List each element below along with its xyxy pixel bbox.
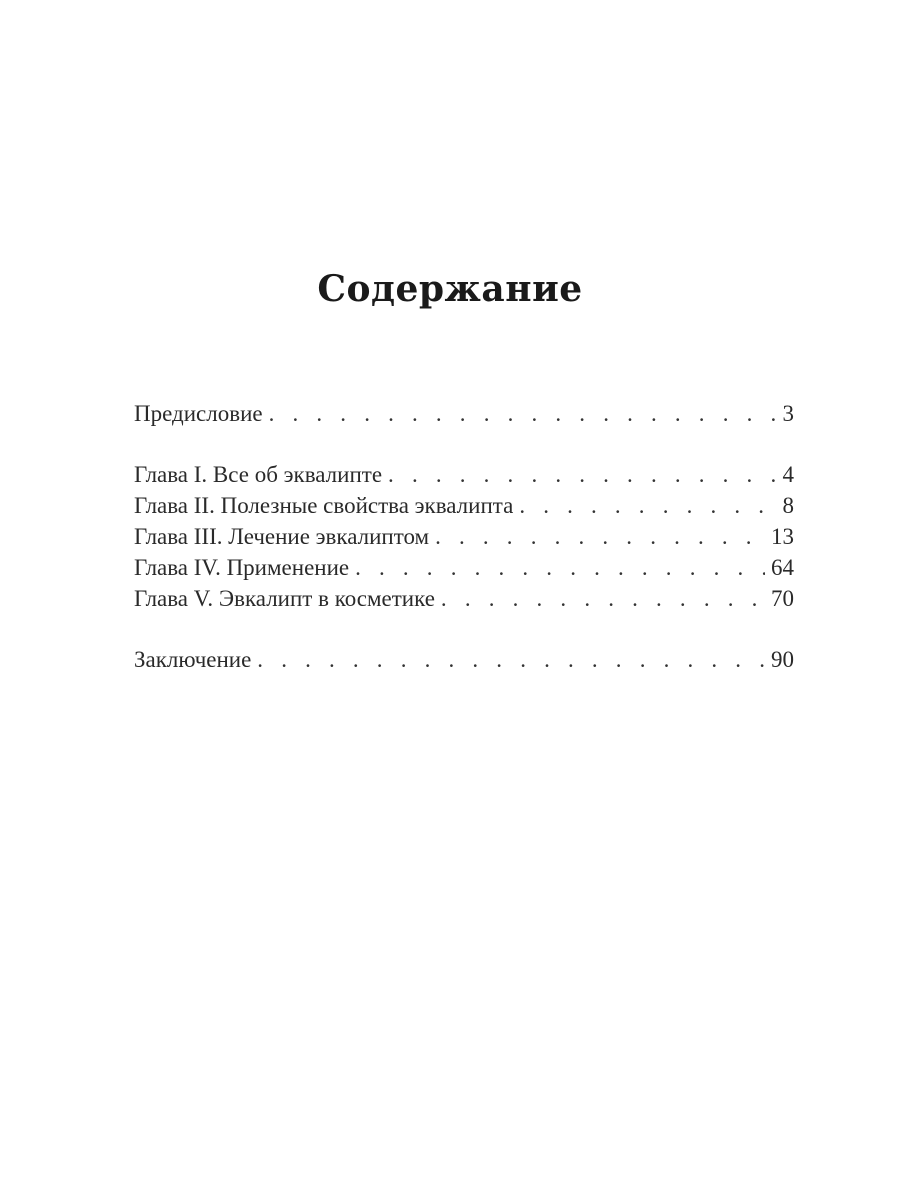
toc-entry-chapter-5 xyxy=(134,583,794,614)
page-title: Содержание xyxy=(317,268,583,310)
toc-entry-conclusion xyxy=(134,644,794,675)
toc-entry-label: Заключение xyxy=(134,647,252,672)
dot-leader xyxy=(257,644,765,675)
toc-entry-page-number: 64 xyxy=(771,555,794,580)
dot-leader xyxy=(441,583,765,614)
toc-entry-label: Глава I. Все об эквалипте xyxy=(134,462,383,487)
toc-entry-page-number: 8 xyxy=(782,493,794,518)
toc-entry-page-number: 90 xyxy=(771,647,794,672)
toc-entry-chapter-1 xyxy=(134,459,794,490)
dot-leader xyxy=(269,398,777,429)
toc-entry-chapter-4 xyxy=(134,552,794,583)
table-of-contents xyxy=(134,398,794,675)
toc-entry-chapter-2 xyxy=(134,490,794,521)
toc-entry-chapter-3 xyxy=(134,521,794,552)
toc-entry-page-number: 3 xyxy=(782,401,794,426)
toc-entry-label: Глава V. Эвкалипт в косметике xyxy=(134,586,435,611)
toc-entry-label: Предисловие xyxy=(134,401,263,426)
toc-entry-page-number: 70 xyxy=(771,586,794,611)
toc-entry-preface xyxy=(134,398,794,429)
dot-leader xyxy=(355,552,765,583)
dot-leader xyxy=(388,459,776,490)
toc-entry-label: Глава II. Полезные свойства эквалипта xyxy=(134,493,514,518)
dot-leader xyxy=(519,490,776,521)
toc-entry-page-number: 4 xyxy=(782,462,794,487)
toc-entry-label: Глава IV. Применение xyxy=(134,555,350,580)
toc-entry-label: Глава III. Лечение эвкалиптом xyxy=(134,524,430,549)
dot-leader xyxy=(435,521,765,552)
toc-entry-page-number: 13 xyxy=(771,524,794,549)
